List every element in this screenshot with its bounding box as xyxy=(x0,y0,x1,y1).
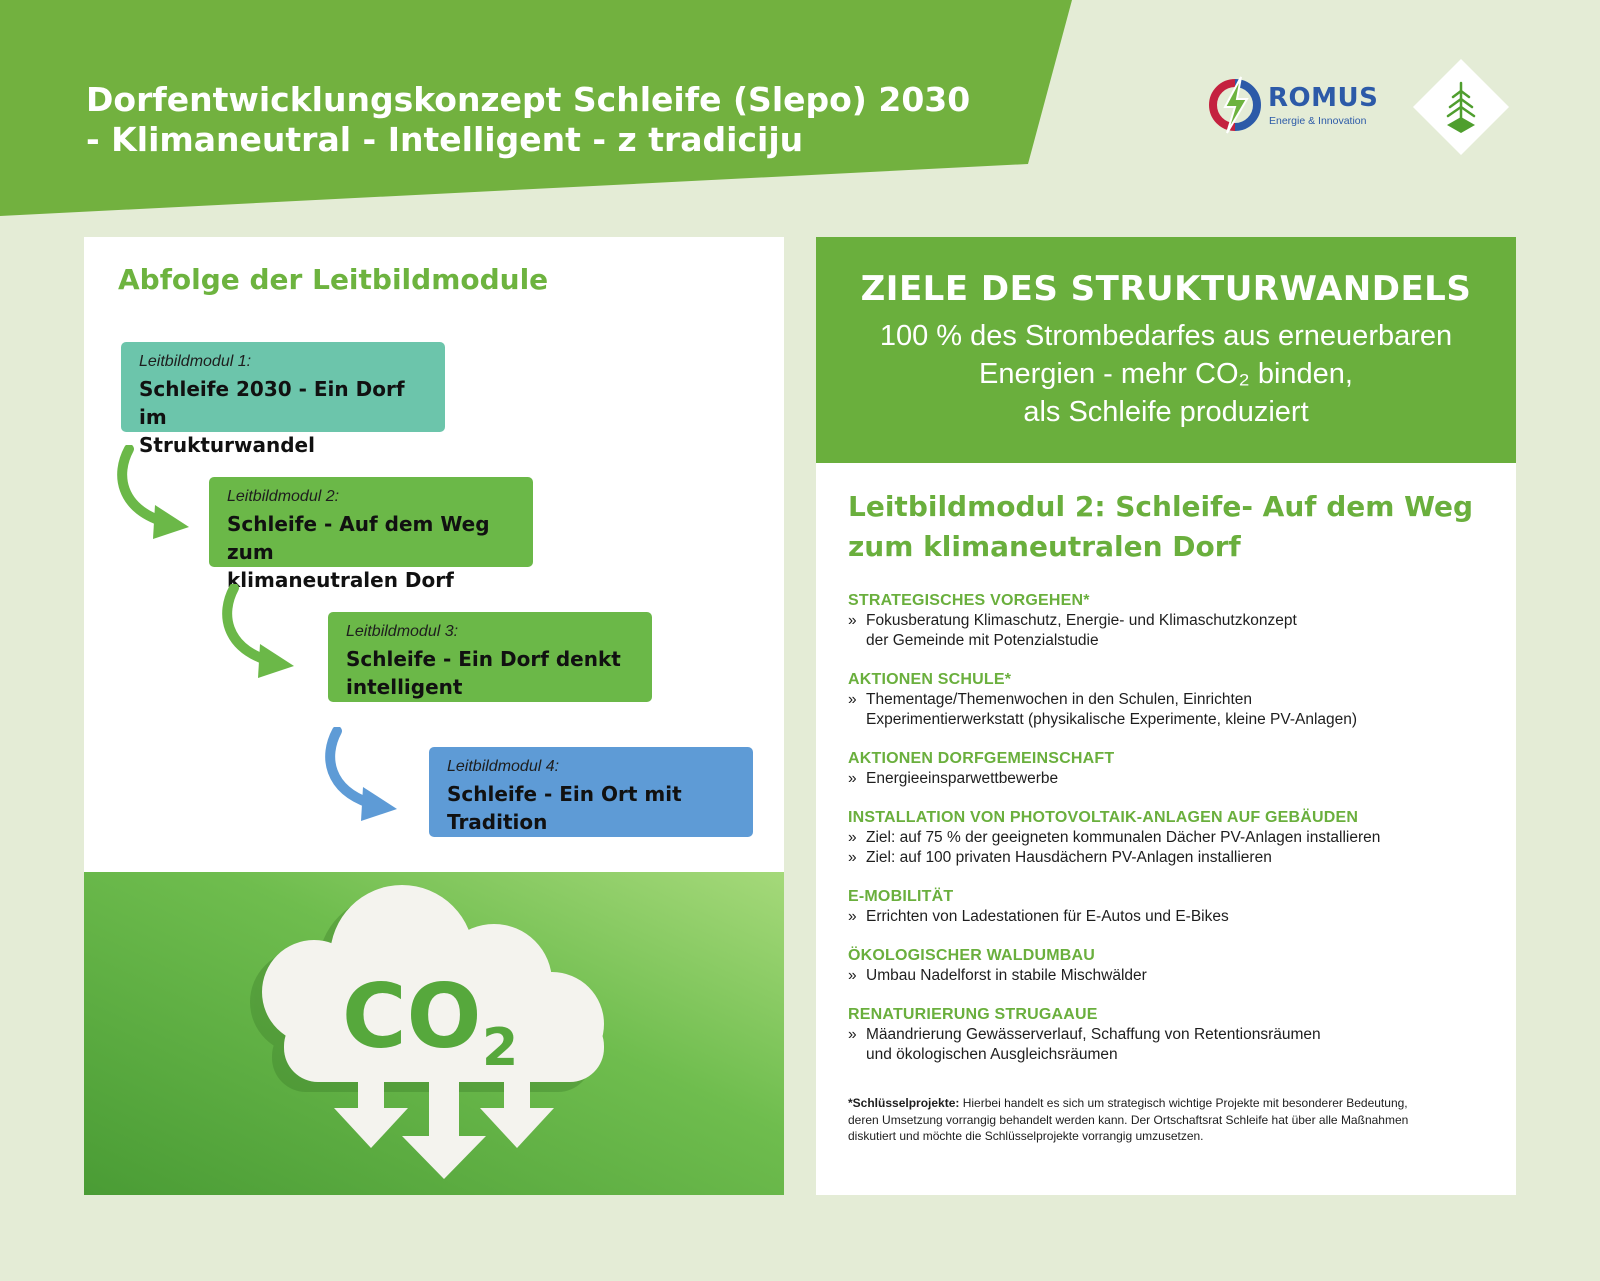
bullet-icon: » xyxy=(848,849,857,866)
goals-line-3: als Schleife produziert xyxy=(1023,396,1309,428)
module-4-title-line-1: Schleife - Ein Ort mit xyxy=(447,782,682,806)
list-item-line-1: Mäandrierung Gewässerverlauf, Schaffung von Retentionsräumen xyxy=(866,1026,1321,1043)
list-item-line-2: Experimentierwerkstatt (physikalische Experimente, kleine PV-Anlagen) xyxy=(866,711,1358,728)
lightning-icon xyxy=(1205,75,1261,135)
module-sequence-panel xyxy=(84,237,784,872)
co2-cloud-image xyxy=(84,872,784,1195)
module-2-title-line-1: Schleife - Auf dem Weg zum xyxy=(227,512,490,564)
goals-line-1: 100 % des Strombedarfes aus erneuerbaren xyxy=(879,320,1453,352)
page-title-line-2: - Klimaneutral - Intelligent - z tradiciju xyxy=(86,120,804,159)
module-1-title-line-2: Strukturwandel xyxy=(139,433,315,457)
module-4-kicker: Leitbildmodul 4: xyxy=(447,758,560,775)
romus-logo xyxy=(1205,75,1385,135)
co2-subscript: 2 xyxy=(482,1018,519,1078)
list-item xyxy=(848,1025,1488,1065)
list-item xyxy=(848,611,1488,651)
bullet-icon: » xyxy=(848,967,857,984)
section-heading: INSTALLATION VON PHOTOVOLTAIK-ANLAGEN AUF GEBÄUDEN xyxy=(848,809,1359,826)
list-item xyxy=(848,828,1488,848)
module-4-title xyxy=(447,780,735,836)
bullet-icon: » xyxy=(848,691,857,708)
section-heading: RENATURIERUNG STRUGAAUE xyxy=(848,1006,1098,1023)
module-4-title-line-2: Tradition xyxy=(447,810,548,834)
list-item xyxy=(848,690,1488,730)
section-heading: STRATEGISCHES VORGEHEN* xyxy=(848,592,1090,609)
list-item xyxy=(848,848,1488,868)
module-4-box xyxy=(429,747,753,837)
bullet-icon: » xyxy=(848,829,857,846)
module-2-kicker: Leitbildmodul 2: xyxy=(227,488,340,505)
list-item-line-1: Ziel: auf 100 privaten Hausdächern PV-Anlagen installieren xyxy=(866,849,1272,866)
list-item-line-1: Ziel: auf 75 % der geeigneten kommunalen Dächer PV-Anlagen installieren xyxy=(866,829,1381,846)
module-2-title-line-2: klimaneutralen Dorf xyxy=(227,568,454,592)
list-item xyxy=(848,907,1488,927)
sequence-heading: Abfolge der Leitbildmodule xyxy=(118,263,549,296)
list-item-line-1: Thementage/Themenwochen in den Schulen, Einrichten xyxy=(866,691,1253,708)
module-3-title-line-1: Schleife - Ein Dorf denkt xyxy=(346,647,621,671)
list-item-line-1: Umbau Nadelforst in stabile Mischwälder xyxy=(866,967,1147,984)
section-waldumbau xyxy=(848,946,1488,986)
module-2-box xyxy=(209,477,533,592)
tree-icon xyxy=(1411,57,1511,157)
list-item-line-1: Fokusberatung Klimaschutz, Energie- und Klimaschutzkonzept xyxy=(866,612,1297,629)
footnote-line-2: deren Umsetzung vorrangig behandelt werden kann. Der Ortschaftsrat Schleife hat über alle Maßnahmen xyxy=(848,1112,1409,1127)
bullet-icon: » xyxy=(848,770,857,787)
section-heading: E-MOBILITÄT xyxy=(848,888,954,905)
module-1-title-line-1: Schleife 2030 - Ein Dorf im xyxy=(139,377,405,429)
list-item-line-2: und ökologischen Ausgleichsräumen xyxy=(866,1046,1118,1063)
bullet-icon: » xyxy=(848,1026,857,1043)
page-title-line-1: Dorfentwicklungskonzept Schleife (Slepo) 2030 xyxy=(86,80,971,119)
bullet-icon: » xyxy=(848,612,857,629)
goals-line-2: Energien - mehr CO₂ binden, xyxy=(979,358,1353,390)
section-aktionen-dorfgemeinschaft xyxy=(848,749,1488,789)
footnote xyxy=(848,1095,1488,1145)
list-item xyxy=(848,966,1488,986)
bullet-icon: » xyxy=(848,908,857,925)
section-renaturierung xyxy=(848,1005,1488,1065)
list-item-line-2: der Gemeinde mit Potenzialstudie xyxy=(866,632,1099,649)
list-item-line-1: Energieeinsparwettbewerbe xyxy=(866,770,1059,787)
goals-title: ZIELE DES STRUKTURWANDELS xyxy=(860,269,1472,309)
module-2-heading-line-2: zum klimaneutralen Dorf xyxy=(848,530,1241,563)
module-2-heading xyxy=(848,487,1488,567)
measures-list xyxy=(848,591,1488,1084)
list-item-line-1: Errichten von Ladestationen für E-Autos und E-Bikes xyxy=(866,908,1229,925)
module-3-title-line-2: intelligent xyxy=(346,675,463,699)
goals-panel xyxy=(816,237,1516,1195)
curved-arrow-icon xyxy=(220,584,300,684)
module-3-kicker: Leitbildmodul 3: xyxy=(346,623,459,640)
romus-tagline: Energie & Innovation xyxy=(1269,115,1367,127)
footnote-line-3: diskutiert und möchte die Schlüsselprojekte vorrangig umzusetzen. xyxy=(848,1129,1204,1143)
section-strategisches-vorgehen xyxy=(848,591,1488,651)
module-3-title xyxy=(346,645,634,701)
section-aktionen-schule xyxy=(848,670,1488,730)
footnote-line-1: Hierbei handelt es sich um strategisch wichtige Projekte mit besonderer Bedeutung, xyxy=(962,1096,1408,1110)
curved-arrow-icon xyxy=(323,727,403,827)
module-3-box xyxy=(328,612,652,702)
list-item xyxy=(848,769,1488,789)
section-photovoltaik xyxy=(848,808,1488,868)
footnote-label: *Schlüsselprojekte: xyxy=(848,1096,960,1110)
co2-text: CO xyxy=(342,965,482,1068)
module-1-kicker: Leitbildmodul 1: xyxy=(139,353,252,370)
module-2-title xyxy=(227,510,515,594)
page-title xyxy=(86,80,986,160)
romus-name: ROMUS xyxy=(1268,83,1379,113)
section-e-mobilitaet xyxy=(848,887,1488,927)
curved-arrow-icon xyxy=(115,445,195,545)
module-2-heading-line-1: Leitbildmodul 2: Schleife- Auf dem Weg xyxy=(848,490,1474,523)
goals-box xyxy=(816,237,1516,463)
module-1-box xyxy=(121,342,445,457)
section-heading: AKTIONEN SCHULE* xyxy=(848,671,1012,688)
section-heading: ÖKOLOGISCHER WALDUMBAU xyxy=(848,947,1096,964)
section-heading: AKTIONEN DORFGEMEINSCHAFT xyxy=(848,750,1115,767)
